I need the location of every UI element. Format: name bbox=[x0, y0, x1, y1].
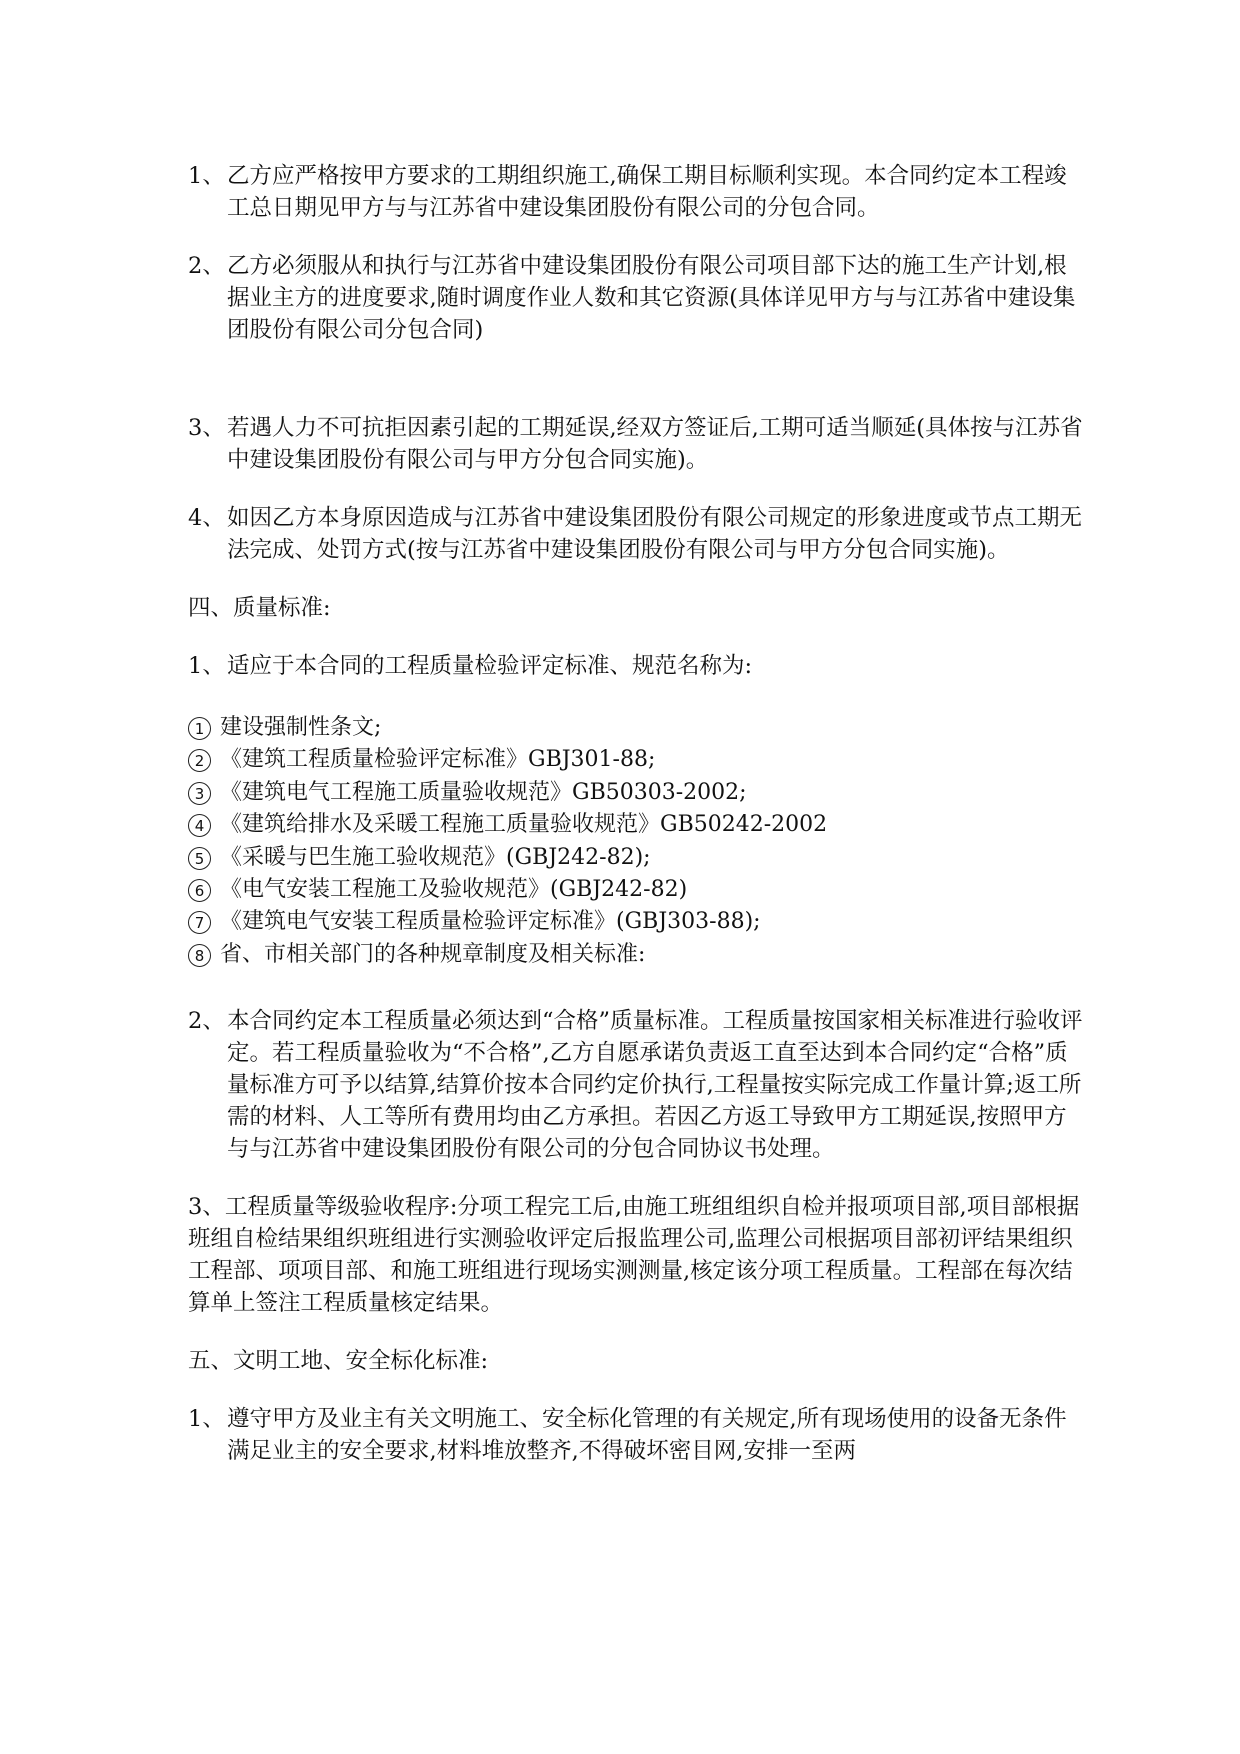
item-text: 遵守甲方及业主有关文明施工、安全标化管理的有关规定,所有现场使用的设备无条件满足业主的安全要求,材料堆放整齐,不得破坏密目网,安排一至两 bbox=[227, 1406, 1067, 1465]
standard-item bbox=[188, 874, 1088, 906]
civilized-item-1 bbox=[188, 1403, 1088, 1467]
circled-number: 1 bbox=[188, 717, 211, 740]
section-heading-civilized-site: 五、文明工地、安全标化标准: bbox=[188, 1348, 489, 1375]
item-text: 本合同约定本工程质量必须达到“合格”质量标准。工程质量按国家相关标准进行验收评定。若工程质量验收为“不合格”,乙方自愿承诺负责返工直至达到本合同约定“合格”质量标准方可予以结算,结算价按本合同约定价执行,工程量按实际完成工作量计算;返工所需的材料、人工等所有费用均由乙方承担。若因乙方返工导致甲方工期延误,按照甲方与与江苏省中建设集团股份有限公司的分包合同协议书处理。 bbox=[227, 1008, 1083, 1163]
standard-item bbox=[188, 712, 1088, 744]
schedule-item-4 bbox=[188, 502, 1088, 566]
circled-number: 4 bbox=[188, 814, 211, 837]
circled-number: 2 bbox=[188, 749, 211, 772]
standard-item bbox=[188, 777, 1088, 809]
standard-item bbox=[188, 906, 1088, 938]
standard-text: 建设强制性条文; bbox=[220, 715, 382, 740]
standard-text: 《采暖与巴生施工验收规范》(GBJ242-82); bbox=[220, 844, 651, 870]
standards-list bbox=[188, 712, 1088, 971]
standard-text: 《建筑电气安装工程质量检验评定标准》(GBJ303-88); bbox=[220, 909, 761, 935]
standard-text: 省、市相关部门的各种规章制度及相关标准: bbox=[220, 941, 646, 967]
circled-number: 5 bbox=[188, 847, 211, 870]
schedule-item-2 bbox=[188, 250, 1088, 346]
schedule-item-1 bbox=[188, 160, 1088, 224]
circled-number: 3 bbox=[188, 782, 211, 805]
document-page bbox=[188, 160, 1088, 1467]
quality-item-2 bbox=[188, 1005, 1088, 1165]
item-number: 3、 bbox=[188, 415, 225, 441]
item-text: 如因乙方本身原因造成与江苏省中建设集团股份有限公司规定的形象进度或节点工期无法完成、处罚方式(按与江苏省中建设集团股份有限公司与甲方分包合同实施)。 bbox=[227, 505, 1083, 563]
circled-number: 8 bbox=[188, 944, 211, 967]
section-heading-quality: 四、质量标准: bbox=[188, 595, 331, 621]
schedule-item-3 bbox=[188, 412, 1088, 476]
item-number: 1、 bbox=[188, 653, 225, 679]
item-number: 1、 bbox=[188, 163, 225, 189]
standard-item bbox=[188, 842, 1088, 874]
standard-item bbox=[188, 939, 1088, 971]
standard-text: 《建筑电气工程施工质量验收规范》GB50303-2002; bbox=[220, 779, 747, 805]
item-number: 4、 bbox=[188, 505, 225, 531]
standard-item bbox=[188, 809, 1088, 841]
item-number: 2、 bbox=[188, 1008, 225, 1035]
standard-text: 《建筑工程质量检验评定标准》GBJ301-88; bbox=[220, 747, 656, 773]
circled-number: 7 bbox=[188, 911, 211, 934]
item-text: 乙方必须服从和执行与江苏省中建设集团股份有限公司项目部下达的施工生产计划,根据业主方的进度要求,随时调度作业人数和其它资源(具体详见甲方与与江苏省中建设集团股份有限公司分包合同) bbox=[227, 253, 1076, 343]
item-number: 2、 bbox=[188, 253, 225, 279]
quality-item-1 bbox=[188, 650, 1088, 682]
standard-item bbox=[188, 744, 1088, 776]
standard-text: 《电气安装工程施工及验收规范》(GBJ242-82) bbox=[220, 877, 688, 903]
item-text: 乙方应严格按甲方要求的工期组织施工,确保工期目标顺利实现。本合同约定本工程竣工总日期见甲方与与江苏省中建设集团股份有限公司的分包合同。 bbox=[227, 163, 1067, 221]
item-text: 若遇人力不可抗拒因素引起的工期延误,经双方签证后,工期可适当顺延(具体按与江苏省中建设集团股份有限公司与甲方分包合同实施)。 bbox=[227, 415, 1083, 473]
quality-item-3: 3、工程质量等级验收程序:分项工程完工后,由施工班组组织自检并报项项目部,项目部根据班组自检结果组织班组进行实测验收评定后报监理公司,监理公司根据项目部初评结果组织工程部、项项目部、和施工班组进行现场实测测量,核定该分项工程质量。工程部在每次结算单上签注工程质量核定结果。 bbox=[188, 1194, 1080, 1317]
circled-number: 6 bbox=[188, 879, 211, 902]
item-number: 1、 bbox=[188, 1406, 225, 1433]
item-text: 适应于本合同的工程质量检验评定标准、规范名称为: bbox=[227, 653, 753, 679]
standard-text: 《建筑给排水及采暖工程施工质量验收规范》GB50242-2002 bbox=[220, 812, 828, 838]
